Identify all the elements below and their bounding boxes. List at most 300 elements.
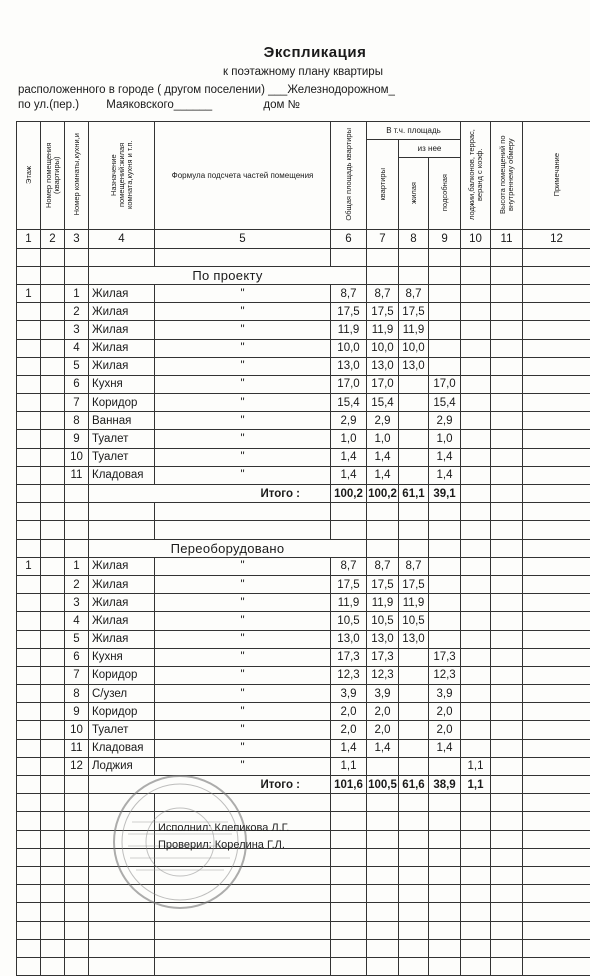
- checker-signature: Проверил: Корелина Г.Л.: [158, 839, 285, 851]
- empty-cell: [523, 830, 590, 848]
- table-row: [17, 648, 590, 666]
- empty-cell: [491, 812, 523, 830]
- document-title: Экспликация: [20, 44, 590, 61]
- empty-cell: [331, 503, 367, 521]
- room-name-cell: Кухня: [89, 375, 155, 393]
- empty-cell: [17, 266, 41, 284]
- col-formula-header: Формула подсчета частей помещения: [155, 122, 331, 230]
- empty-cell: [429, 903, 461, 921]
- total-log-cell: 1,1: [461, 776, 491, 794]
- loggia-area-cell: [461, 303, 491, 321]
- total-area-cell: 11,9: [331, 594, 367, 612]
- apartment-area-cell: 17,3: [367, 648, 399, 666]
- loggia-area-cell: [461, 721, 491, 739]
- auxiliary-area-cell: 1,4: [429, 448, 461, 466]
- explication-table: [16, 121, 590, 976]
- empty-cell: [65, 939, 89, 957]
- floor-cell: [17, 703, 41, 721]
- auxiliary-area-cell: [429, 339, 461, 357]
- empty-cell: [155, 939, 331, 957]
- total-area-cell: 1,4: [331, 739, 367, 757]
- floor-cell: [17, 594, 41, 612]
- room-number-cell: 8: [65, 412, 89, 430]
- empty-cell: [491, 776, 523, 794]
- room-name-cell: Жилая: [89, 339, 155, 357]
- auxiliary-area-cell: 1,4: [429, 739, 461, 757]
- height-cell: [491, 430, 523, 448]
- premise-cell: [41, 394, 65, 412]
- formula-cell: ": [155, 303, 331, 321]
- total-liv-cell: 61,6: [399, 776, 429, 794]
- street-value: Маяковского______: [106, 99, 212, 111]
- empty-cell: [17, 485, 41, 503]
- height-cell: [491, 412, 523, 430]
- formula-cell: ": [155, 284, 331, 302]
- empty-cell: [461, 885, 491, 903]
- room-number-cell: 12: [65, 757, 89, 775]
- premise-cell: [41, 303, 65, 321]
- formula-cell: ": [155, 703, 331, 721]
- col-note-header: Примечание: [523, 122, 590, 230]
- table-row: [17, 375, 590, 393]
- note-cell: [523, 721, 590, 739]
- room-name-cell: С/узел: [89, 685, 155, 703]
- empty-cell: [461, 503, 491, 521]
- total-area-cell: 11,9: [331, 321, 367, 339]
- floor-cell: [17, 375, 41, 393]
- living-area-cell: [399, 739, 429, 757]
- room-number-cell: 7: [65, 394, 89, 412]
- room-number-cell: 1: [65, 557, 89, 575]
- room-number-cell: 3: [65, 594, 89, 612]
- empty-cell: [429, 848, 461, 866]
- empty-cell: [41, 848, 65, 866]
- room-name-cell: Жилая: [89, 612, 155, 630]
- empty-cell: [461, 939, 491, 957]
- living-area-cell: 10,5: [399, 612, 429, 630]
- total-aux-cell: 39,1: [429, 485, 461, 503]
- room-number-cell: 2: [65, 575, 89, 593]
- room-name-cell: Туалет: [89, 430, 155, 448]
- empty-cell: [367, 957, 399, 975]
- col-premise-header: Номер помещения (квартиры): [41, 122, 65, 230]
- floor-cell: [17, 412, 41, 430]
- room-number-cell: 10: [65, 721, 89, 739]
- formula-cell: ": [155, 594, 331, 612]
- table-row: [17, 721, 590, 739]
- city-prefix: расположенного в городе ( другом поселении): [18, 84, 265, 96]
- room-number-cell: 10: [65, 448, 89, 466]
- premise-cell: [41, 575, 65, 593]
- height-cell: [491, 739, 523, 757]
- formula-cell: ": [155, 685, 331, 703]
- empty-row: [17, 848, 590, 866]
- empty-cell: [523, 521, 590, 539]
- note-cell: [523, 685, 590, 703]
- table-row: [17, 594, 590, 612]
- living-area-cell: [399, 757, 429, 775]
- height-cell: [491, 630, 523, 648]
- empty-cell: [65, 248, 89, 266]
- room-number-cell: 9: [65, 430, 89, 448]
- empty-cell: [429, 939, 461, 957]
- living-area-cell: 13,0: [399, 357, 429, 375]
- height-cell: [491, 594, 523, 612]
- table-row: [17, 394, 590, 412]
- loggia-area-cell: [461, 321, 491, 339]
- room-number-cell: 4: [65, 339, 89, 357]
- empty-cell: [429, 957, 461, 975]
- table-row: [17, 448, 590, 466]
- empty-cell: [65, 503, 89, 521]
- empty-cell: [367, 248, 399, 266]
- empty-cell: [367, 921, 399, 939]
- total-liv-cell: 61,1: [399, 485, 429, 503]
- empty-cell: [41, 503, 65, 521]
- empty-cell: [331, 521, 367, 539]
- total-area-cell: 8,7: [331, 557, 367, 575]
- empty-cell: [367, 903, 399, 921]
- section-title-row: [17, 266, 590, 284]
- col-of-which-header: из нее: [399, 140, 461, 158]
- total-area-cell: 17,5: [331, 303, 367, 321]
- note-cell: [523, 448, 590, 466]
- empty-cell: [491, 921, 523, 939]
- table-row: [17, 412, 590, 430]
- floor-cell: [17, 721, 41, 739]
- height-cell: [491, 284, 523, 302]
- room-name-cell: Ванная: [89, 412, 155, 430]
- living-area-cell: [399, 648, 429, 666]
- premise-cell: [41, 339, 65, 357]
- empty-cell: [491, 503, 523, 521]
- address-line-street: [18, 99, 590, 111]
- empty-cell: [331, 921, 367, 939]
- empty-cell: [399, 794, 429, 812]
- note-cell: [523, 739, 590, 757]
- empty-cell: [491, 885, 523, 903]
- total-label: Итого :: [89, 776, 331, 794]
- column-numbers-row: 1 2 3 4 5 6 7 8 9 10 11 12: [17, 230, 590, 248]
- empty-cell: [41, 485, 65, 503]
- empty-cell: [461, 539, 491, 557]
- empty-cell: [523, 921, 590, 939]
- height-cell: [491, 339, 523, 357]
- table-row: [17, 430, 590, 448]
- empty-cell: [523, 903, 590, 921]
- empty-cell: [429, 921, 461, 939]
- apartment-area-cell: 10,0: [367, 339, 399, 357]
- room-number-cell: 6: [65, 648, 89, 666]
- room-number-cell: 7: [65, 666, 89, 684]
- living-area-cell: [399, 394, 429, 412]
- loggia-area-cell: [461, 412, 491, 430]
- table-row: [17, 357, 590, 375]
- note-cell: [523, 666, 590, 684]
- empty-cell: [367, 812, 399, 830]
- height-cell: [491, 557, 523, 575]
- empty-cell: [429, 539, 461, 557]
- auxiliary-area-cell: 1,4: [429, 466, 461, 484]
- empty-cell: [491, 903, 523, 921]
- empty-cell: [491, 830, 523, 848]
- living-area-cell: 10,0: [399, 339, 429, 357]
- premise-cell: [41, 412, 65, 430]
- note-cell: [523, 630, 590, 648]
- empty-cell: [523, 939, 590, 957]
- floor-cell: [17, 321, 41, 339]
- living-area-cell: [399, 430, 429, 448]
- room-number-cell: 6: [65, 375, 89, 393]
- house-number-label: дом №: [263, 99, 300, 111]
- empty-cell: [65, 266, 89, 284]
- apartment-area-cell: 1,4: [367, 466, 399, 484]
- loggia-area-cell: [461, 703, 491, 721]
- note-cell: [523, 394, 590, 412]
- col-living-header: жилая: [399, 158, 429, 230]
- apartment-area-cell: 2,0: [367, 703, 399, 721]
- floor-cell: [17, 666, 41, 684]
- empty-cell: [41, 521, 65, 539]
- height-cell: [491, 448, 523, 466]
- premise-cell: [41, 594, 65, 612]
- note-cell: [523, 375, 590, 393]
- table-row: [17, 757, 590, 775]
- room-name-cell: Жилая: [89, 594, 155, 612]
- empty-cell: [89, 503, 155, 521]
- living-area-cell: [399, 666, 429, 684]
- height-cell: [491, 721, 523, 739]
- empty-cell: [17, 903, 41, 921]
- table-header: [17, 122, 590, 249]
- total-area-cell: 17,3: [331, 648, 367, 666]
- empty-cell: [41, 776, 65, 794]
- room-name-cell: Лоджия: [89, 757, 155, 775]
- room-name-cell: Кладовая: [89, 739, 155, 757]
- empty-cell: [41, 248, 65, 266]
- height-cell: [491, 303, 523, 321]
- table-row: [17, 666, 590, 684]
- empty-cell: [17, 866, 41, 884]
- empty-cell: [331, 794, 367, 812]
- formula-cell: ": [155, 430, 331, 448]
- auxiliary-area-cell: [429, 284, 461, 302]
- empty-cell: [461, 903, 491, 921]
- living-area-cell: [399, 448, 429, 466]
- empty-cell: [491, 521, 523, 539]
- apartment-area-cell: 2,0: [367, 721, 399, 739]
- col-purpose-header: Назначение помещений:жилая комната,кухня и т.п.: [89, 122, 155, 230]
- formula-cell: ": [155, 630, 331, 648]
- formula-cell: ": [155, 612, 331, 630]
- empty-cell: [89, 248, 155, 266]
- apartment-area-cell: 8,7: [367, 557, 399, 575]
- empty-cell: [41, 266, 65, 284]
- empty-cell: [17, 812, 41, 830]
- empty-cell: [429, 866, 461, 884]
- empty-row: [17, 503, 590, 521]
- premise-cell: [41, 430, 65, 448]
- floor-cell: [17, 575, 41, 593]
- empty-cell: [331, 248, 367, 266]
- empty-cell: [461, 957, 491, 975]
- apartment-area-cell: 1,4: [367, 739, 399, 757]
- total-area-cell: 10,5: [331, 612, 367, 630]
- floor-cell: [17, 430, 41, 448]
- empty-cell: [399, 921, 429, 939]
- auxiliary-area-cell: [429, 594, 461, 612]
- empty-cell: [367, 266, 399, 284]
- height-cell: [491, 703, 523, 721]
- loggia-area-cell: 1,1: [461, 757, 491, 775]
- auxiliary-area-cell: [429, 575, 461, 593]
- empty-cell: [399, 848, 429, 866]
- premise-cell: [41, 466, 65, 484]
- note-cell: [523, 357, 590, 375]
- empty-cell: [155, 921, 331, 939]
- room-name-cell: Туалет: [89, 721, 155, 739]
- empty-cell: [461, 266, 491, 284]
- total-row: [17, 485, 590, 503]
- empty-cell: [155, 248, 331, 266]
- empty-cell: [491, 939, 523, 957]
- height-cell: [491, 321, 523, 339]
- empty-cell: [89, 921, 155, 939]
- total-area-cell: 10,0: [331, 339, 367, 357]
- empty-cell: [367, 521, 399, 539]
- empty-cell: [399, 503, 429, 521]
- empty-cell: [461, 248, 491, 266]
- apartment-area-cell: 1,4: [367, 448, 399, 466]
- loggia-area-cell: [461, 394, 491, 412]
- premise-cell: [41, 284, 65, 302]
- empty-cell: [65, 812, 89, 830]
- table-row: [17, 339, 590, 357]
- empty-row: [17, 903, 590, 921]
- city-value: ___Железнодорожном_: [268, 84, 395, 96]
- height-cell: [491, 648, 523, 666]
- note-cell: [523, 430, 590, 448]
- empty-cell: [523, 776, 590, 794]
- empty-cell: [17, 885, 41, 903]
- loggia-area-cell: [461, 575, 491, 593]
- living-area-cell: 8,7: [399, 284, 429, 302]
- loggia-area-cell: [461, 557, 491, 575]
- total-area-cell: 1,0: [331, 430, 367, 448]
- premise-cell: [41, 666, 65, 684]
- auxiliary-area-cell: 17,0: [429, 375, 461, 393]
- apartment-area-cell: 13,0: [367, 357, 399, 375]
- empty-cell: [17, 503, 41, 521]
- empty-cell: [523, 485, 590, 503]
- empty-cell: [17, 776, 41, 794]
- apartment-area-cell: 17,5: [367, 303, 399, 321]
- empty-cell: [41, 921, 65, 939]
- table-row: [17, 630, 590, 648]
- height-cell: [491, 375, 523, 393]
- note-cell: [523, 339, 590, 357]
- note-cell: [523, 594, 590, 612]
- empty-row: [17, 521, 590, 539]
- total-total-cell: 100,2: [331, 485, 367, 503]
- apartment-area-cell: 15,4: [367, 394, 399, 412]
- address-line-city: [18, 84, 590, 96]
- empty-cell: [41, 957, 65, 975]
- total-area-cell: 1,4: [331, 466, 367, 484]
- empty-cell: [429, 503, 461, 521]
- apartment-area-cell: [367, 757, 399, 775]
- note-cell: [523, 648, 590, 666]
- table-row: [17, 703, 590, 721]
- premise-cell: [41, 557, 65, 575]
- empty-cell: [491, 248, 523, 266]
- living-area-cell: 17,5: [399, 575, 429, 593]
- loggia-area-cell: [461, 630, 491, 648]
- auxiliary-area-cell: 17,3: [429, 648, 461, 666]
- total-total-cell: 101,6: [331, 776, 367, 794]
- total-area-cell: 3,9: [331, 685, 367, 703]
- total-area-cell: 1,4: [331, 448, 367, 466]
- empty-cell: [41, 885, 65, 903]
- loggia-area-cell: [461, 685, 491, 703]
- auxiliary-area-cell: 2,9: [429, 412, 461, 430]
- room-name-cell: Кухня: [89, 648, 155, 666]
- room-name-cell: Коридор: [89, 703, 155, 721]
- formula-cell: ": [155, 321, 331, 339]
- floor-cell: [17, 685, 41, 703]
- empty-cell: [41, 812, 65, 830]
- empty-cell: [41, 794, 65, 812]
- loggia-area-cell: [461, 357, 491, 375]
- auxiliary-area-cell: [429, 757, 461, 775]
- total-log-cell: [461, 485, 491, 503]
- room-name-cell: Коридор: [89, 666, 155, 684]
- empty-cell: [65, 903, 89, 921]
- total-area-cell: 8,7: [331, 284, 367, 302]
- empty-cell: [17, 539, 41, 557]
- note-cell: [523, 557, 590, 575]
- height-cell: [491, 757, 523, 775]
- empty-cell: [523, 866, 590, 884]
- empty-row: [17, 957, 590, 975]
- col-height-header: Высота помещений по внутреннему обмеру: [491, 122, 523, 230]
- height-cell: [491, 394, 523, 412]
- empty-cell: [41, 939, 65, 957]
- auxiliary-area-cell: [429, 612, 461, 630]
- premise-cell: [41, 685, 65, 703]
- total-area-cell: 1,1: [331, 757, 367, 775]
- floor-cell: [17, 448, 41, 466]
- col-loggia-header: лоджии,балконов, террас, веранд с коэф.: [461, 122, 491, 230]
- empty-cell: [155, 957, 331, 975]
- table-row: [17, 575, 590, 593]
- table-row: [17, 284, 590, 302]
- empty-cell: [399, 866, 429, 884]
- room-name-cell: Жилая: [89, 321, 155, 339]
- empty-cell: [461, 812, 491, 830]
- room-name-cell: Коридор: [89, 394, 155, 412]
- loggia-area-cell: [461, 612, 491, 630]
- empty-cell: [491, 485, 523, 503]
- empty-cell: [331, 939, 367, 957]
- total-area-cell: 17,5: [331, 575, 367, 593]
- premise-cell: [41, 739, 65, 757]
- table-row: [17, 739, 590, 757]
- empty-cell: [491, 848, 523, 866]
- empty-cell: [399, 539, 429, 557]
- empty-cell: [491, 957, 523, 975]
- room-name-cell: Жилая: [89, 303, 155, 321]
